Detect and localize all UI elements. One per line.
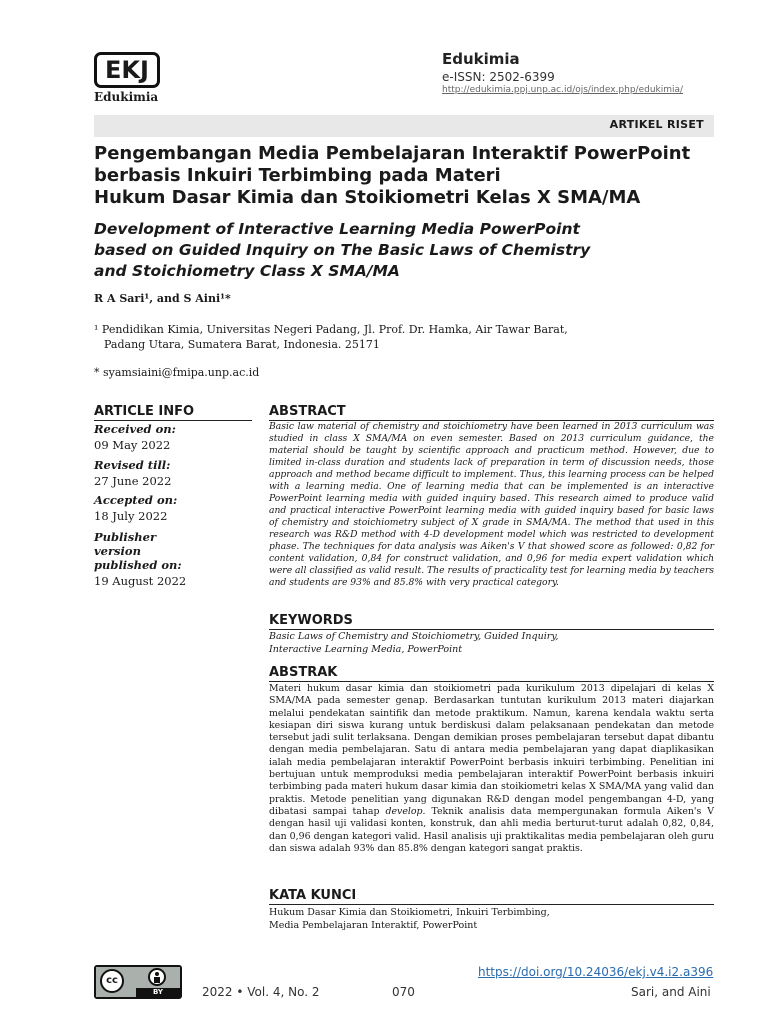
volume-info: 2022 • Vol. 4, No. 2	[202, 985, 320, 999]
title-en-line: and Stoichiometry Class X SMA/MA	[94, 262, 400, 280]
title-english	[94, 219, 724, 282]
title-id-line: berbasis Inkuiri Terbimbing pada Materi	[94, 165, 501, 186]
info-received	[94, 422, 244, 452]
running-author: Sari, and Aini	[631, 985, 711, 999]
author-list: R A Sari¹, and S Aini¹*	[94, 292, 231, 305]
article-type-band	[94, 115, 714, 137]
article-info-heading: ARTICLE INFO	[94, 404, 252, 421]
abstrak-text-part: . Teknik analisis data mempergunakan formula Aiken's V dengan hasil uji validasi konten, konstruk, dan ahli media berturut-turut adalah 0,82, 0,84, dan 0,96 dengan kategori valid. Hasil analisis uji praktikalitas media pembelajaran oleh guru dan siswa adalah 93% dan 85.8% dengan kategori sangat praktis.	[269, 805, 715, 854]
journal-issn: e-ISSN: 2502-6399	[442, 70, 555, 84]
affiliation-line: Padang Utara, Sumatera Barat, Indonesia. 25171	[104, 338, 380, 351]
cc-icon: cc	[100, 969, 124, 993]
abstrak-text	[269, 683, 714, 855]
attribution-icon	[148, 968, 166, 986]
info-label: Publisher version published on:	[94, 530, 182, 572]
info-accepted	[94, 493, 244, 523]
abstract-heading: ABSTRACT	[269, 404, 714, 421]
keywords-line: Basic Laws of Chemistry and Stoichiometry, Guided Inquiry,	[269, 631, 559, 642]
cc-license-panel	[96, 967, 180, 997]
affiliation-line: ¹ Pendidikan Kimia, Universitas Negeri Padang, Jl. Prof. Dr. Hamka, Air Tawar Barat,	[94, 323, 568, 336]
abstrak-heading: ABSTRAK	[269, 665, 714, 682]
info-revised	[94, 458, 244, 488]
title-id-line: Hukum Dasar Kimia dan Stoikiometri Kelas X SMA/MA	[94, 187, 641, 208]
cc-license-badge[interactable]	[94, 965, 182, 999]
info-published	[94, 530, 204, 588]
title-en-line: based on Guided Inquiry on The Basic Laws of Chemistry	[94, 241, 591, 259]
article-type-label: ARTIKEL RISET	[609, 118, 704, 131]
journal-url-link[interactable]: http://edukimia.ppj.unp.ac.id/ojs/index.php/edukimia/	[442, 85, 684, 95]
info-label: Accepted on:	[94, 493, 178, 507]
keywords-list	[269, 630, 714, 656]
journal-logo: EKJ	[94, 52, 160, 88]
info-label: Revised till:	[94, 458, 171, 472]
page-number: 070	[392, 985, 415, 999]
journal-name: Edukimia	[442, 50, 520, 68]
keywords-line: Interactive Learning Media, PowerPoint	[269, 644, 463, 655]
abstract-text: Basic law material of chemistry and stoichiometry have been learned in 2013 curriculum was studied in class X SMA/MA on even semester. Based on 2013 curriculum guidance, the material should be taught by scientific approach and practicum method. However, due to limited in-class duration and students lack of preparation in term of discussion needs, those approach and method became difficult to implement. Thus, this learning process can be helped with a learning media. One of learning media that can be implemented is an interactive PowerPoint learning media with guided inquiry based. This research aimed to produce valid and practical interactive PowerPoint learning media with guided inquiry based for basic laws of chemistry and stoichiometry subject of X grade in SMA/MA. The method that used in this research was R&D method with 4-D development model which was restricted to development phase. The techniques for data analysis was Aiken's V that showed score as followed: 0,82 for content validation, 0,84 for construct validation, and 0,96 for media expert validation which were all classified as valid result. The results of practicality test for learning media by teachers and students are 93% and 85.8% with very practical category.	[269, 421, 714, 588]
logo-caption: Edukimia	[94, 90, 159, 104]
info-label: Received on:	[94, 422, 176, 436]
info-value: 09 May 2022	[94, 438, 171, 452]
info-value: 27 June 2022	[94, 474, 172, 488]
affiliation	[94, 322, 654, 352]
info-value: 18 July 2022	[94, 509, 168, 523]
title-id-line: Pengembangan Media Pembelajaran Interaktif PowerPoint	[94, 143, 691, 164]
cc-by-label: BY	[136, 988, 180, 997]
kata-kunci-list	[269, 906, 714, 932]
title-indonesian	[94, 143, 724, 209]
kata-kunci-heading: KATA KUNCI	[269, 888, 714, 905]
abstrak-text-italic: develop	[385, 805, 423, 817]
kata-kunci-line: Media Pembelajaran Interaktif, PowerPoint	[269, 920, 478, 931]
kata-kunci-line: Hukum Dasar Kimia dan Stoikiometri, Inkuiri Terbimbing,	[269, 907, 550, 918]
abstrak-text-part: Materi hukum dasar kimia dan stoikiometri pada kurikulum 2013 dipelajari di kelas X SMA/MA pada semester genap. Berdasarkan tuntutan kurikulum 2013 materi diajarkan melalui pendekatan saintifik dan metode praktikum. Namun, karena kendala waktu serta kesiapan diri siswa kurang untuk berdiskusi dalam pelaksanaan pendekatan dan metode tersebut jadi sulit terlaksana. Dengan demikian proses pembelajaran tersebut dapat dibantu dengan media pembelajaran. Satu di antara media pembelajaran yang dapat diaplikasikan ialah media pembelajaran interaktif PowerPoint berbasis inkuiri terbimbing. Penelitian ini bertujuan untuk memproduksi media pembelajaran interaktif PowerPoint berbasis inkuiri terbimbing pada materi hukum dasar kimia dan stoikiometri kelas X SMA/MA yang valid dan praktis. Metode penelitian yang digunakan R&D dengan model pengembangan 4-D, yang dibatasi sampai tahap	[269, 683, 714, 817]
corresponding-email[interactable]: * syamsiaini@fmipa.unp.ac.id	[94, 366, 260, 379]
info-value: 19 August 2022	[94, 574, 187, 588]
keywords-heading: KEYWORDS	[269, 613, 714, 630]
title-en-line: Development of Interactive Learning Media PowerPoint	[94, 220, 580, 238]
doi-link[interactable]: https://doi.org/10.24036/ekj.v4.i2.a396	[478, 965, 714, 979]
